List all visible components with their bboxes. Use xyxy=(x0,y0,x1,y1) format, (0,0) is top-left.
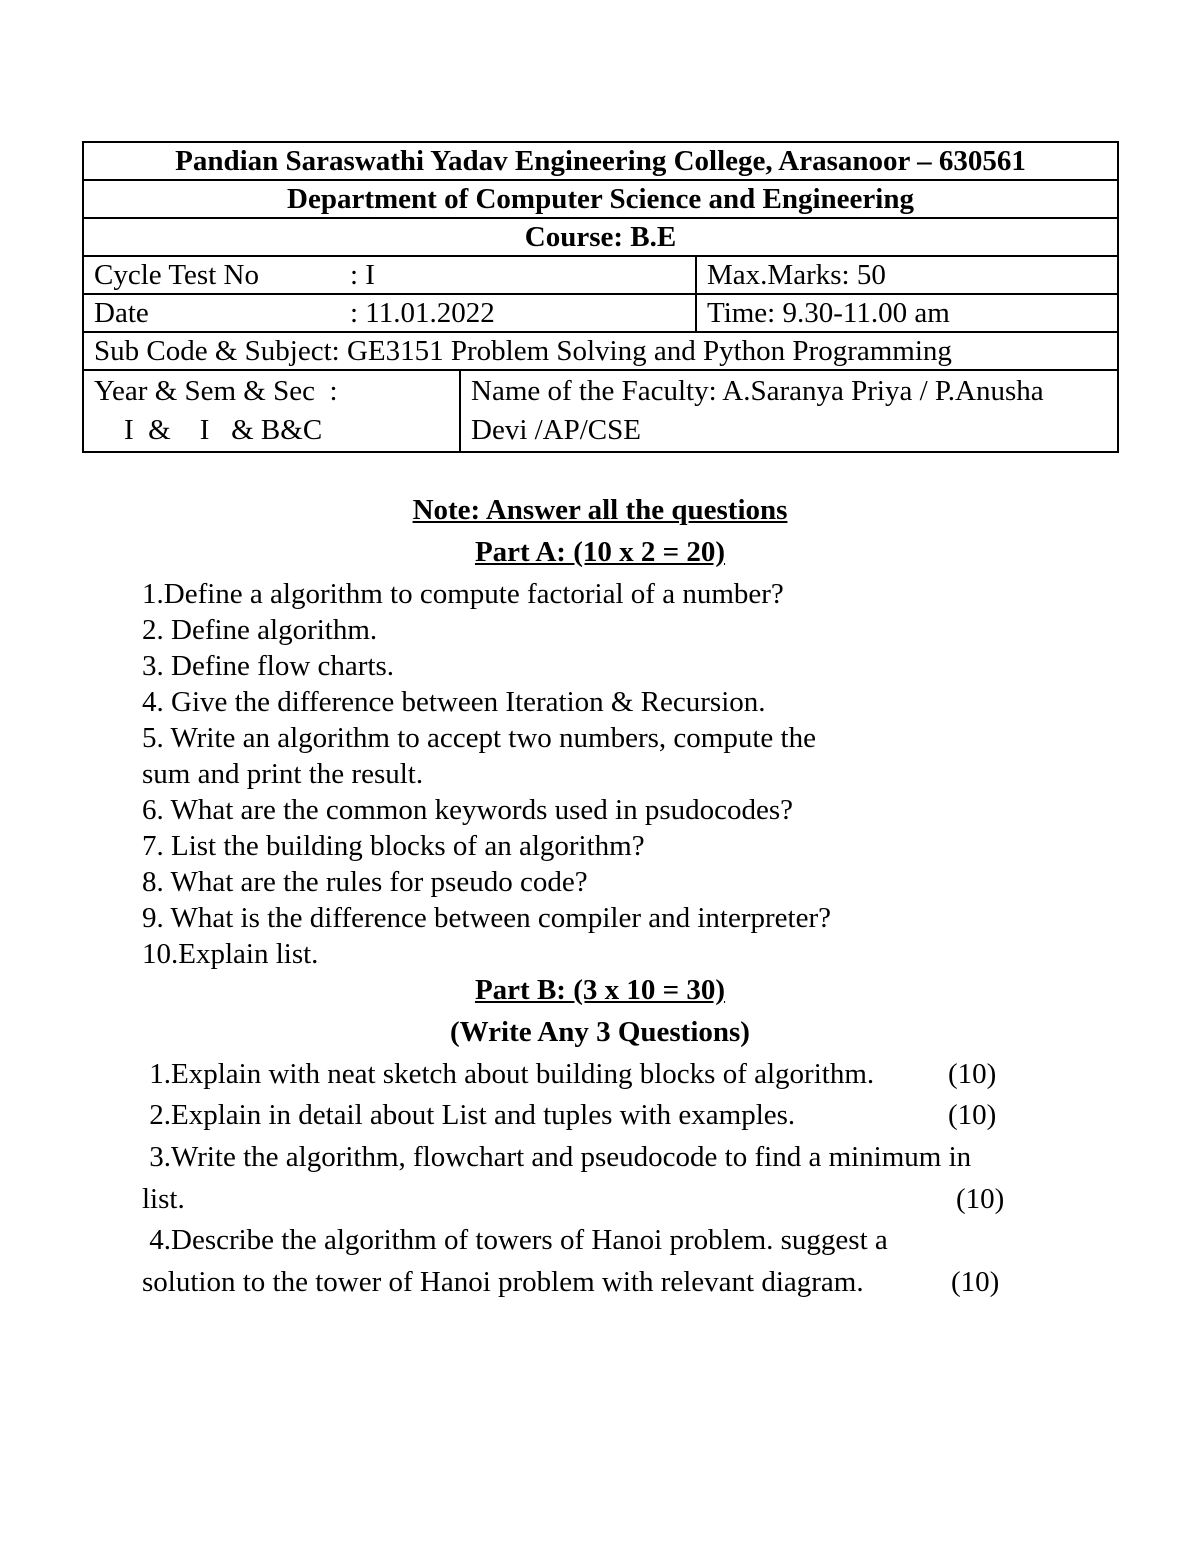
cycle-test-value: : I xyxy=(350,259,375,291)
part-b-question-3-marks: (10) xyxy=(956,1183,1005,1215)
subject-row xyxy=(83,332,1118,370)
faculty-line-2: Devi /AP/CSE xyxy=(471,414,641,446)
part-a-question-6: 6. What are the common keywords used in psudocodes? xyxy=(142,794,793,826)
part-a-question-4: 4. Give the difference between Iteration & Recursion. xyxy=(142,686,766,718)
course-row xyxy=(83,218,1118,256)
part-a-question-5: 5. Write an algorithm to accept two numbers, compute the xyxy=(142,722,816,754)
college-name: Pandian Saraswathi Yadav Engineering College, Arasanoor – 630561 xyxy=(83,142,1118,180)
college-row xyxy=(83,142,1118,180)
year-sem-sec-cell xyxy=(83,370,460,452)
part-a-title: Part A: (10 x 2 = 20) xyxy=(474,536,726,568)
part-b-question-1-marks: (10) xyxy=(948,1058,997,1090)
part-a-question-9: 9. What is the difference between compiler and interpreter? xyxy=(142,902,831,934)
cycle-test-row xyxy=(83,256,1118,294)
part-a-question-7: 7. List the building blocks of an algorithm? xyxy=(142,830,645,862)
part-b-question-2-marks: (10) xyxy=(948,1099,997,1131)
department-row xyxy=(83,180,1118,218)
part-a-question-8: 8. What are the rules for pseudo code? xyxy=(142,866,588,898)
department-name: Department of Computer Science and Engineering xyxy=(83,180,1118,218)
year-sem-sec-value: I & I & B&C xyxy=(124,414,323,446)
max-marks: Max.Marks: 50 xyxy=(696,256,1118,294)
subject: Sub Code & Subject: GE3151 Problem Solving and Python Programming xyxy=(83,332,1118,370)
date-cell xyxy=(83,294,696,332)
cycle-test-label: Cycle Test No xyxy=(94,259,259,291)
part-b-question-4-cont: solution to the tower of Hanoi problem with relevant diagram. xyxy=(142,1266,864,1298)
part-b-question-4: 4.Describe the algorithm of towers of Hanoi problem. suggest a xyxy=(142,1224,888,1256)
part-b-question-3: 3.Write the algorithm, flowchart and pseudocode to find a minimum in xyxy=(142,1141,972,1173)
year-sem-sec-label: Year & Sem & Sec : xyxy=(94,375,338,407)
cycle-test-cell xyxy=(83,256,696,294)
date-row xyxy=(83,294,1118,332)
faculty-line-1: Name of the Faculty: A.Saranya Priya / P.Anusha xyxy=(471,375,1044,407)
year-faculty-row xyxy=(83,370,1118,452)
part-b-title: Part B: (3 x 10 = 30) xyxy=(474,974,726,1006)
exam-header-table xyxy=(82,141,1119,453)
part-b-question-3-cont: list. xyxy=(142,1183,185,1215)
part-a-question-1: 1.Define a algorithm to compute factorial of a number? xyxy=(142,578,784,610)
year-sem-sec-value-line xyxy=(94,411,449,450)
part-a-question-5-cont: sum and print the result. xyxy=(142,758,424,790)
part-b-question-1: 1.Explain with neat sketch about building blocks of algorithm. xyxy=(142,1058,875,1090)
course-name: Course: B.E xyxy=(83,218,1118,256)
date-label: Date xyxy=(94,297,149,329)
exam-time: Time: 9.30-11.00 am xyxy=(696,294,1118,332)
date-value: : 11.01.2022 xyxy=(350,297,495,329)
faculty-cell xyxy=(460,370,1118,452)
part-a-question-3: 3. Define flow charts. xyxy=(142,650,395,682)
part-a-question-10: 10.Explain list. xyxy=(142,938,319,970)
note-heading: Note: Answer all the questions xyxy=(412,494,788,526)
part-b-instruction: (Write Any 3 Questions) xyxy=(450,1016,750,1048)
part-a-question-2: 2. Define algorithm. xyxy=(142,614,378,646)
part-b-question-2: 2.Explain in detail about List and tuples with examples. xyxy=(142,1099,796,1131)
part-b-question-4-marks: (10) xyxy=(951,1266,1000,1298)
